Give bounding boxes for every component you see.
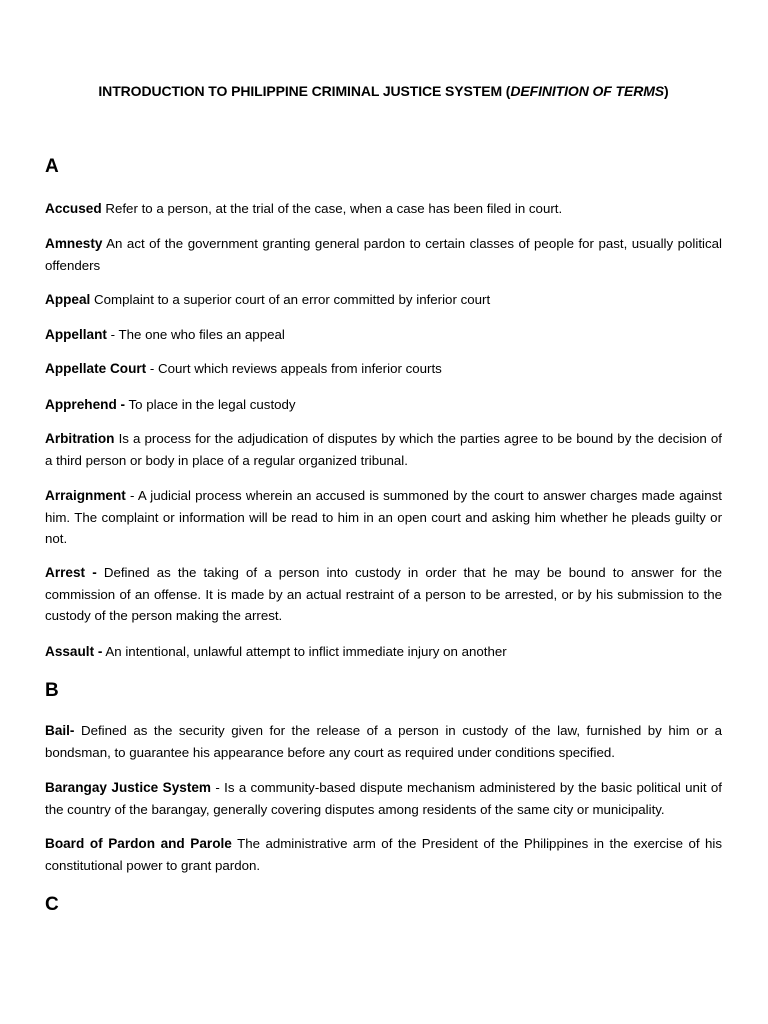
term-definition: Defined as the security given for the release of a person in custody of the law, furnished by him or a bondsman, to guarantee his appearance before any court as required under conditions specified. (45, 723, 722, 760)
term-definition: The administrative arm of the President of the Philippines in the exercise of his constitutional power to grant pardon. (45, 836, 722, 873)
title-main: INTRODUCTION TO PHILIPPINE CRIMINAL JUSTICE SYSTEM ( (98, 83, 511, 99)
term-definition: An intentional, unlawful attempt to inflict immediate injury on another (102, 644, 507, 659)
section-letter-c: C (45, 894, 59, 915)
term-entry (45, 485, 722, 550)
term-entry (45, 720, 722, 763)
title-close: ) (664, 83, 669, 99)
term-name: Arrest - (45, 565, 97, 580)
term-entry (45, 233, 722, 276)
section-letter-b: B (45, 680, 59, 701)
term-definition: Refer to a person, at the trial of the case, when a case has been filed in court. (101, 201, 563, 216)
term-name: Amnesty (45, 236, 103, 251)
term-entry (45, 394, 722, 416)
title-italic: DEFINITION OF TERMS (510, 83, 665, 99)
term-name: Bail- (45, 723, 75, 738)
term-entry (45, 289, 722, 311)
term-entry (45, 777, 722, 820)
term-definition: Is a process for the adjudication of disputes by which the parties agree to be bound by the decision of a third person or body in place of a regular organized tribunal. (45, 431, 722, 468)
term-name: Board of Pardon and Parole (45, 836, 232, 851)
term-entry (45, 562, 722, 627)
term-entry (45, 833, 722, 876)
term-name: Accused (45, 201, 102, 216)
term-definition: Complaint to a superior court of an error committed by inferior court (90, 292, 491, 307)
section-letter-a: A (45, 156, 59, 177)
term-definition: - A judicial process wherein an accused is summoned by the court to answer charges made against him. The complaint or information will be read to him in an open court and asking him whether he pleads guilty or not. (45, 488, 722, 546)
term-name: Appeal (45, 292, 91, 307)
term-name: Arraignment (45, 488, 126, 503)
term-name: Appellate Court (45, 361, 147, 376)
page-title (45, 83, 722, 99)
term-name: Apprehend - (45, 397, 126, 412)
term-name: Barangay Justice System (45, 780, 212, 795)
term-entry (45, 428, 722, 471)
term-name: Assault - (45, 644, 103, 659)
term-definition: - Court which reviews appeals from inferior courts (146, 361, 442, 376)
term-definition: Defined as the taking of a person into custody in order that he may be bound to answer for the commission of an offense. It is made by an actual restraint of a person to be arrested, or by his submission to the custody of the person making the arrest. (45, 565, 722, 623)
term-entry (45, 198, 722, 220)
term-entry (45, 324, 722, 346)
term-definition: - Is a community-based dispute mechanism administered by the basic political unit of the country of the barangay, generally covering disputes among residents of the same city or municipality. (45, 780, 722, 817)
term-name: Arbitration (45, 431, 115, 446)
term-definition: An act of the government granting general pardon to certain classes of people for past, usually political offenders (45, 236, 722, 273)
term-definition: To place in the legal custody (125, 397, 296, 412)
term-definition: - The one who files an appeal (106, 327, 285, 342)
term-entry (45, 641, 722, 663)
term-name: Appellant (45, 327, 107, 342)
term-entry (45, 358, 722, 380)
